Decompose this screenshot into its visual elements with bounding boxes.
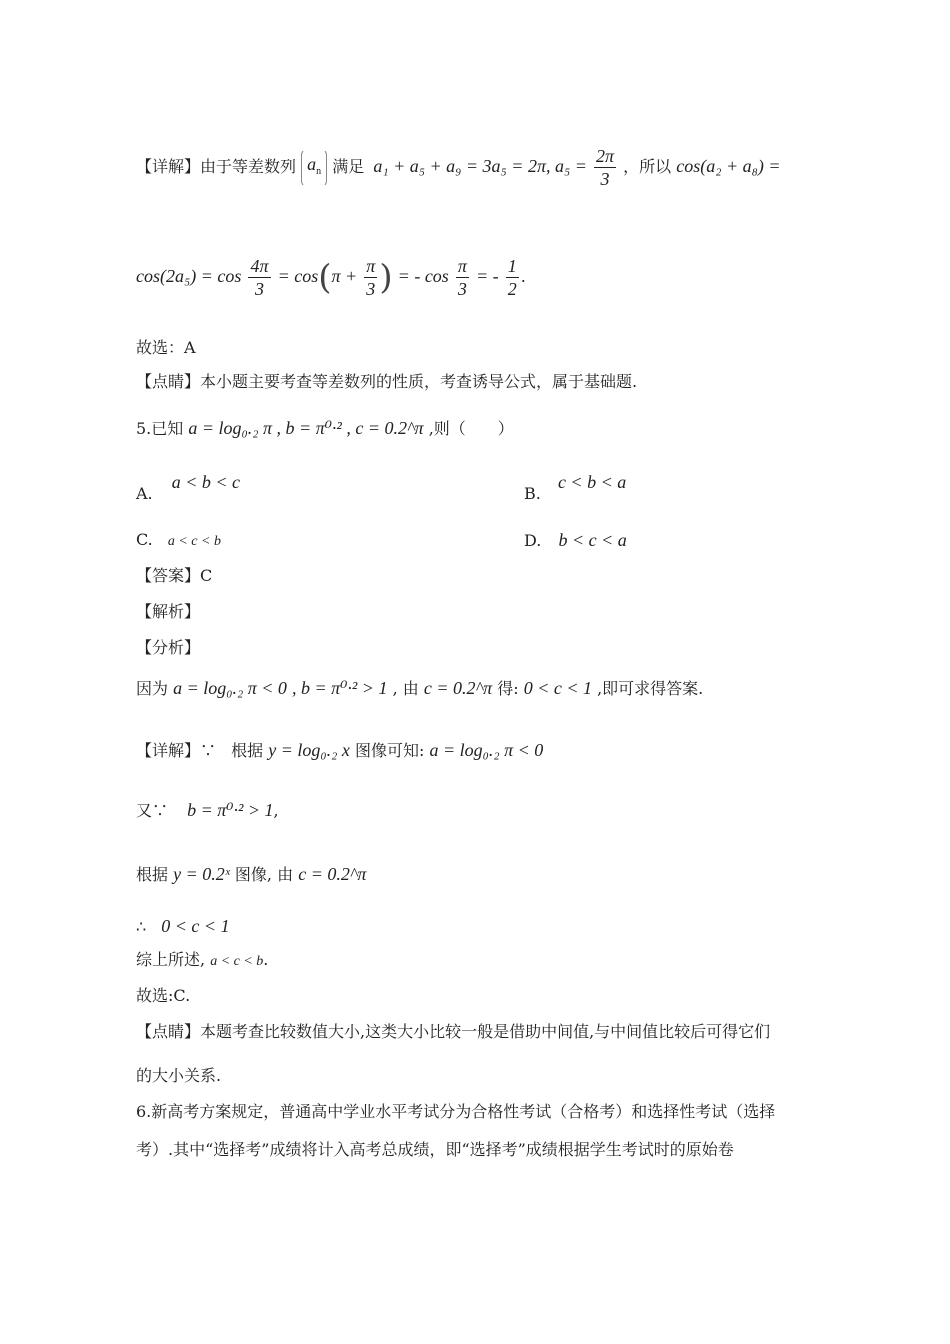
detail-line-1	[136, 145, 781, 190]
also-line: 又∵ b = π⁰·² > 1,	[136, 800, 279, 820]
choose-c-line: 故选:C.	[136, 986, 191, 1005]
option-c-math: a < c < b	[167, 534, 221, 549]
option-d: D. b < c < a	[524, 530, 627, 550]
detail-line-2	[136, 255, 526, 300]
because-line: 因为 a = log₀.₂ π < 0 , b = π⁰·² > 1 , 由 c = 0.2^π 得: 0 < c < 1 ,即可求得答案.	[136, 678, 704, 698]
text-arithmetic-seq: 由于等差数列	[200, 157, 297, 176]
option-a-math: a < b < c	[171, 472, 241, 492]
math-b-pow: , b = π⁰·² > 1	[292, 678, 388, 698]
option-b-math: c < b < a	[557, 472, 627, 492]
comment-line: 【点睛】本小题主要考查等差数列的性质，考查诱导公式，属于基础题.	[136, 372, 638, 391]
math-pi-plus: π +	[331, 266, 358, 286]
fenxi-heading: 【分析】	[136, 638, 201, 657]
math-b-gt-1: b = π⁰·² > 1	[187, 800, 274, 820]
math-sum-expression: a₁ + a₅ + a₉ = 3a₅ = 2π, a₅ =	[373, 156, 587, 176]
period: .	[520, 267, 526, 286]
math-c-exp: c = 0.2^π	[298, 864, 367, 884]
fraction-4pi-over-3: $\frac{4\pi}{3}$	[250, 256, 269, 299]
text-so: ，所以	[623, 157, 672, 176]
option-b: B. c < b < a	[524, 472, 627, 503]
detail-2-line: 【详解】∵ 根据 y = log₀.₂ x 图像可知: a = log₀.₂ π < 0	[136, 740, 544, 760]
question-6-line-1: 6.新高考方案规定，普通高中学业水平考试分为合格性考试（合格考）和选择性考试（选择	[136, 1102, 776, 1121]
detail-2-tag: 【详解】∵	[136, 741, 217, 760]
answer-line: 【答案】C	[136, 566, 213, 585]
analysis-heading: 【解析】	[136, 602, 201, 621]
math-c-range: 0 < c < 1	[523, 678, 592, 698]
therefore-symbol: ∴	[136, 917, 147, 936]
math-cos-2a5: cos(2a₅) = cos	[136, 266, 242, 286]
fraction-1-over-2: $\frac{1}{2}$	[507, 256, 517, 299]
q5-math: a = log₀.₂ π , b = π⁰·² , c = 0.2^π	[188, 418, 424, 438]
math-cos-expression: cos(a₂ + a₈) =	[676, 156, 781, 176]
fraction-2pi-over-3: $\frac{2\pi}{3}$	[595, 146, 614, 189]
math-c-pow: c = 0.2^π	[423, 678, 493, 698]
math-equals-cos: = cos	[277, 266, 319, 286]
fraction-pi-over-3-b: $\frac{\pi}{3}$	[457, 256, 467, 299]
option-a: A. a < b < c	[136, 472, 241, 503]
choose-a-line: 故选：A	[136, 338, 196, 357]
sequence-an: $a_n$	[301, 149, 327, 187]
math-c-range-2: 0 < c < 1	[161, 916, 230, 936]
option-c: C. a < c < b	[136, 530, 221, 549]
math-a-log-2: a = log₀.₂ π < 0	[429, 740, 544, 760]
math-summary: a < c < b	[210, 954, 264, 969]
math-minus-cos: = - cos	[397, 266, 449, 286]
fraction-pi-over-3-a: $\frac{\pi}{3}$	[366, 256, 376, 299]
therefore-line	[136, 916, 230, 937]
math-y-exp: y = 0.2ˣ	[173, 864, 230, 884]
detail-tag: 【详解】	[136, 157, 201, 176]
left-paren: (	[318, 257, 332, 298]
math-equals-minus: = -	[476, 266, 499, 286]
right-paren: )	[379, 257, 393, 298]
text-satisfy: 满足	[332, 157, 365, 176]
q5-prefix: 5.已知	[136, 419, 184, 438]
q5-suffix: ,则（ ）	[428, 419, 514, 438]
question-6-line-2: 考）.其中“选择考”成绩将计入高考总成绩，即“选择考”成绩根据学生考试时的原始卷	[136, 1140, 734, 1159]
comment-2-line-1: 【点睛】本题考查比较数值大小,这类大小比较一般是借助中间值,与中间值比较后可得它们	[136, 1022, 771, 1041]
summary-line: 综上所述, a < c < b.	[136, 950, 269, 969]
comment-2-line-2: 的大小关系.	[136, 1066, 222, 1085]
graph-line: 根据 y = 0.2ˣ 图像, 由 c = 0.2^π	[136, 864, 367, 884]
option-d-math: b < c < a	[558, 530, 627, 550]
math-y-log: y = log₀.₂ x	[268, 740, 350, 760]
math-a-log: a = log₀.₂ π < 0	[173, 678, 287, 698]
question-5	[136, 418, 514, 439]
